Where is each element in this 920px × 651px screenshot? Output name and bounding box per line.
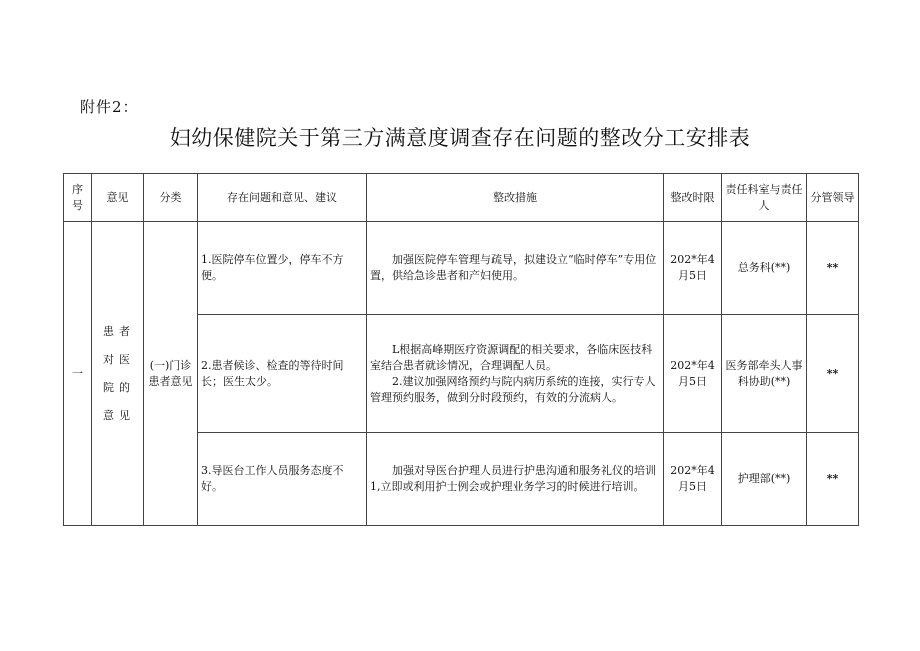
measure-text: 加强医院停车管理与疏导，拟建设立“临时停车”专用位置，供给急诊患者和产妇使用。 (370, 253, 657, 282)
responsible-cell: 总务科(**) (722, 222, 807, 315)
measures-cell (367, 222, 664, 315)
measure-text: L根据高峰期医疗资源调配的相关要求，各临床医技科室结合患者就诊情况，合理调配人员。 (370, 342, 653, 372)
issue-cell: 3.导医台工作人员服务态度不好。 (198, 433, 367, 526)
header-responsible: 责任科室与责任人 (722, 174, 807, 222)
header-seq: 序号 (64, 174, 92, 222)
opinion-line: 意见 (103, 408, 132, 422)
deadline-cell: 202*年4月5日 (664, 315, 722, 433)
measure-text: 2.建议加强网络预约与院内病历系统的连接，实行专人管理预约服务，做到分时段预约，有效的分流病人。 (370, 374, 656, 404)
group-seq: 一 (64, 222, 92, 526)
header-measures: 整改措施 (367, 174, 664, 222)
responsible-cell: 医务部牵头人事科协助(**) (722, 315, 807, 433)
header-deadline: 整改时限 (664, 174, 722, 222)
opinion-line: 患者 (103, 324, 132, 338)
issue-cell: 2.患者候诊、检查的等待时间长；医生太少。 (198, 315, 367, 433)
responsible-cell: 护理部(**) (722, 433, 807, 526)
deadline-cell: 202*年4月5日 (664, 222, 722, 315)
header-leader: 分管领导 (807, 174, 859, 222)
measures-cell (367, 315, 664, 433)
group-category: (一)门诊患者意见 (144, 222, 198, 526)
measures-cell (367, 433, 664, 526)
leader-cell: ** (807, 222, 859, 315)
opinion-line: 对医 (103, 352, 132, 366)
header-issue: 存在问题和意见、建议 (198, 174, 367, 222)
measure-text: 加强对导医台护理人员进行护患沟通和服务礼仪的培训1,立即或利用护士例会或护理业务学习的时候进行培训。 (370, 464, 656, 493)
header-row (64, 174, 859, 222)
header-opinion: 意见 (92, 174, 144, 222)
deadline-cell: 202*年4月5日 (664, 433, 722, 526)
document-title: 妇幼保健院关于第三方满意度调查存在问题的整改分工安排表 (169, 126, 751, 150)
leader-cell: ** (807, 315, 859, 433)
issue-cell: 1.医院停车位置少，停车不方便。 (198, 222, 367, 315)
attachment-label: 附件2： (80, 98, 139, 116)
table-row (64, 222, 859, 315)
group-opinion (92, 222, 144, 526)
leader-cell: ** (807, 433, 859, 526)
rectification-table (63, 173, 859, 526)
header-category: 分类 (144, 174, 198, 222)
opinion-line: 院的 (103, 380, 132, 394)
